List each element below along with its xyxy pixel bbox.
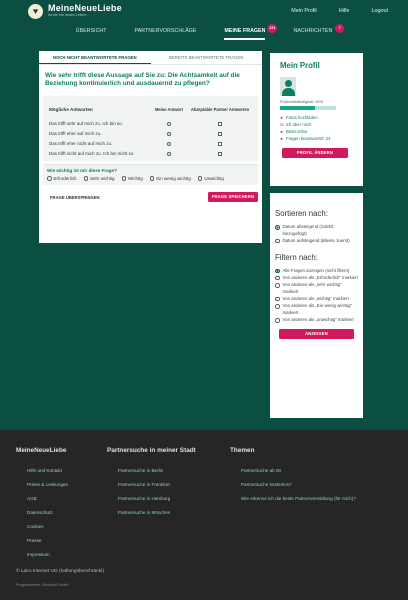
programming-credit: Programmierer: Smekhuff GmbH [16,583,69,587]
radio-icon[interactable] [122,176,127,181]
footer-link-help[interactable]: Hilfe und Kontakt [27,468,62,473]
footer-link-best-agency[interactable]: Wie erkenne ich die beste Partnervermittlung (für mich)? [241,496,356,501]
checkbox-icon: ☒ [280,122,284,127]
nav-help[interactable]: Hilfe [338,8,350,14]
avatar-placeholder-icon[interactable] [280,77,296,96]
footer [0,430,408,600]
importance-option-required[interactable]: Erforderlich [47,176,77,181]
filter-option-required[interactable]: Von anderen als „Erforderlich“ markiert [275,275,358,282]
radio-icon[interactable] [275,276,280,281]
footer-col-title: Themen [230,447,255,454]
sort-option-date-asc[interactable]: Datum aufsteigend (älteste zuerst) [275,238,358,245]
filter-option-all[interactable]: Alle Fragen anzeigen (nicht filtern) [275,268,358,275]
partner-answer-checkbox[interactable] [218,152,223,157]
footer-link-imprint[interactable]: Impressum [27,552,50,557]
arrow-right-icon: ► [280,115,284,120]
footer-link-terms[interactable]: AGB [27,496,37,501]
my-answer-radio[interactable] [167,122,172,127]
radio-icon[interactable] [275,225,280,230]
footer-col-title: Partnersuche in meiner Stadt [107,447,196,454]
my-answer-radio[interactable] [167,142,172,147]
edit-profile-button[interactable]: PROFIL ÄNDERN [282,148,348,158]
arrow-right-icon: ► [280,129,284,134]
answered-questions-link[interactable]: ► Fragen beantwortet: 24 [280,136,331,141]
radio-icon[interactable] [275,304,280,309]
answer-row [47,139,254,149]
sort-title: Sortieren nach: [275,209,328,218]
skip-question-link[interactable]: FRAGE ÜBERSPRINGEN [50,194,100,200]
radio-icon[interactable] [275,239,280,244]
profile-completeness-fill [280,106,315,110]
col-possible-answers: Mögliche Antworten [49,107,93,112]
radio-icon[interactable] [275,283,280,288]
importance-title: Wie wichtig ist mir diese Frage? [47,168,117,173]
brand-name: MeineNeueLiebe [48,3,122,13]
question-actions [39,192,262,202]
radio-icon[interactable] [150,176,155,181]
col-acceptable-partner-answers: Akzeptable Partner Antworten [190,106,250,112]
filter-option-unimportant[interactable]: Von anderen als „unwichtig“ markiert [275,317,358,324]
filter-option-slightly-important[interactable]: Von anderen als „Ein wenig wichtig“ markiert [275,303,358,316]
question-title: Wie sehr trifft diese Aussage auf Sie zu: Die Achtsamkeit auf die Beziehung kontinuierlich und ausdauernd zu pflegen? [45,72,240,87]
answers-table-header [47,100,254,119]
answers-table [43,96,258,161]
brand-tagline: Ist wie ein neues Leben... [48,13,89,17]
main-nav [0,28,408,44]
copyright: © Lairo Internet UG (haftungsbeschränkt) [16,569,105,574]
my-answer-radio[interactable] [167,132,172,137]
answer-text: Das trifft nicht auf mich zu. Ich bin nicht so. [49,150,135,156]
upload-photos-link[interactable]: ► Fotos hochladen [280,115,318,120]
filter-option-important[interactable]: Von anderen als „wichtig“ markiert [275,296,358,303]
profile-completeness-bar [280,106,336,110]
importance-option-slightly-important[interactable]: Ein wenig wichtig [150,176,191,181]
footer-link-prices[interactable]: Preise & Leistungen [27,482,69,487]
answer-text: Das trifft sehr auf mich zu. Ich bin so. [49,120,123,126]
importance-section [43,164,258,185]
tab-partner-suggestions[interactable]: PARTNERVORSCHLÄGE [134,28,197,34]
footer-col-brand [16,447,107,562]
filter-option-very-important[interactable]: Von anderen als „sehr wichtig“ markiert [275,282,358,295]
my-answer-radio[interactable] [167,152,172,157]
save-question-button[interactable]: FRAGE SPEICHERN [208,192,258,202]
profile-links [280,114,353,142]
question-tabs [39,51,262,65]
radio-icon[interactable] [275,297,280,302]
tab-my-questions[interactable]: MEINE FRAGEN 151 [210,28,279,44]
footer-link-over-50[interactable]: Partnersuche ab 50 [241,468,282,473]
tab-answered-questions[interactable]: BEREITS BEANTWORTETE FRAGEN [169,55,244,60]
arrow-right-icon: ► [280,136,284,141]
sort-filter-card [270,193,363,418]
footer-col-title: MeineNeueLiebe [16,447,67,454]
footer-link-berlin[interactable]: Partnersuche in Berlin [118,468,164,473]
tab-unanswered-questions[interactable]: NOCH NICHT BEANTWORTETE FRAGEN [39,51,151,64]
radio-icon[interactable] [198,176,203,181]
partner-answer-checkbox[interactable] [218,122,223,127]
radio-icon[interactable] [84,176,89,181]
nav-my-profile[interactable]: Mein Profil [291,8,317,14]
answer-row [47,149,254,159]
footer-link-frankfurt[interactable]: Partnersuche in Frankfurt [118,482,170,487]
question-card [39,51,262,243]
questions-count-badge: 151 [267,24,277,33]
importance-option-unimportant[interactable]: Unwichtig [198,176,224,181]
footer-link-hamburg[interactable]: Partnersuche in Hamburg [118,496,171,501]
importance-option-important[interactable]: Wichtig [122,176,143,181]
heart-logo-icon: ♥ [28,4,43,19]
footer-col-topics [230,447,390,562]
logo[interactable] [28,4,122,19]
messages-count-badge: 7 [335,24,344,33]
top-nav [269,8,388,14]
importance-options [47,176,254,181]
partner-answer-checkbox[interactable] [218,142,223,147]
radio-icon[interactable] [275,318,280,323]
radio-icon[interactable] [275,269,280,274]
footer-link-press[interactable]: Presse [27,538,42,543]
profile-card [270,53,363,186]
nav-logout[interactable]: Logout [371,8,388,14]
footer-link-free[interactable]: Partnersuche kostenlos? [241,482,292,487]
filter-title: Filtern nach: [275,252,318,262]
top-bar [0,0,408,22]
profile-completeness-text: Profilvollständigkeit: 62% [280,99,324,104]
profile-title: Mein Profil [280,61,320,70]
answer-text: Das trifft eher nicht auf mich zu. [49,140,113,146]
sort-option-date-desc[interactable]: Datum absteigend (zuletzt hinzugefügt) [275,224,358,237]
tab-overview[interactable]: ÜBERSICHT [75,28,107,34]
basic-info-link[interactable]: ► Basis-Infos [280,129,308,134]
about-me-link[interactable]: ☒ Ich über mich [280,122,312,127]
radio-icon[interactable] [47,176,52,181]
answer-text: Das trifft eher auf mich zu. [49,130,102,136]
importance-option-very-important[interactable]: Sehr wichtig [84,176,115,181]
answer-row [47,129,254,139]
tab-messages[interactable]: NACHRICHTEN 7 [279,28,346,44]
footer-link-munich[interactable]: Partnersuche in München [118,510,171,515]
col-my-answer: Meine Antwort [154,106,184,112]
footer-link-cookies[interactable]: Cookies [27,524,44,529]
partner-answer-checkbox[interactable] [218,132,223,137]
answer-row [47,119,254,129]
footer-link-privacy[interactable]: Datenschutz [27,510,53,515]
apply-filter-button[interactable]: ANZEIGEN [279,329,354,339]
footer-col-cities [107,447,230,562]
